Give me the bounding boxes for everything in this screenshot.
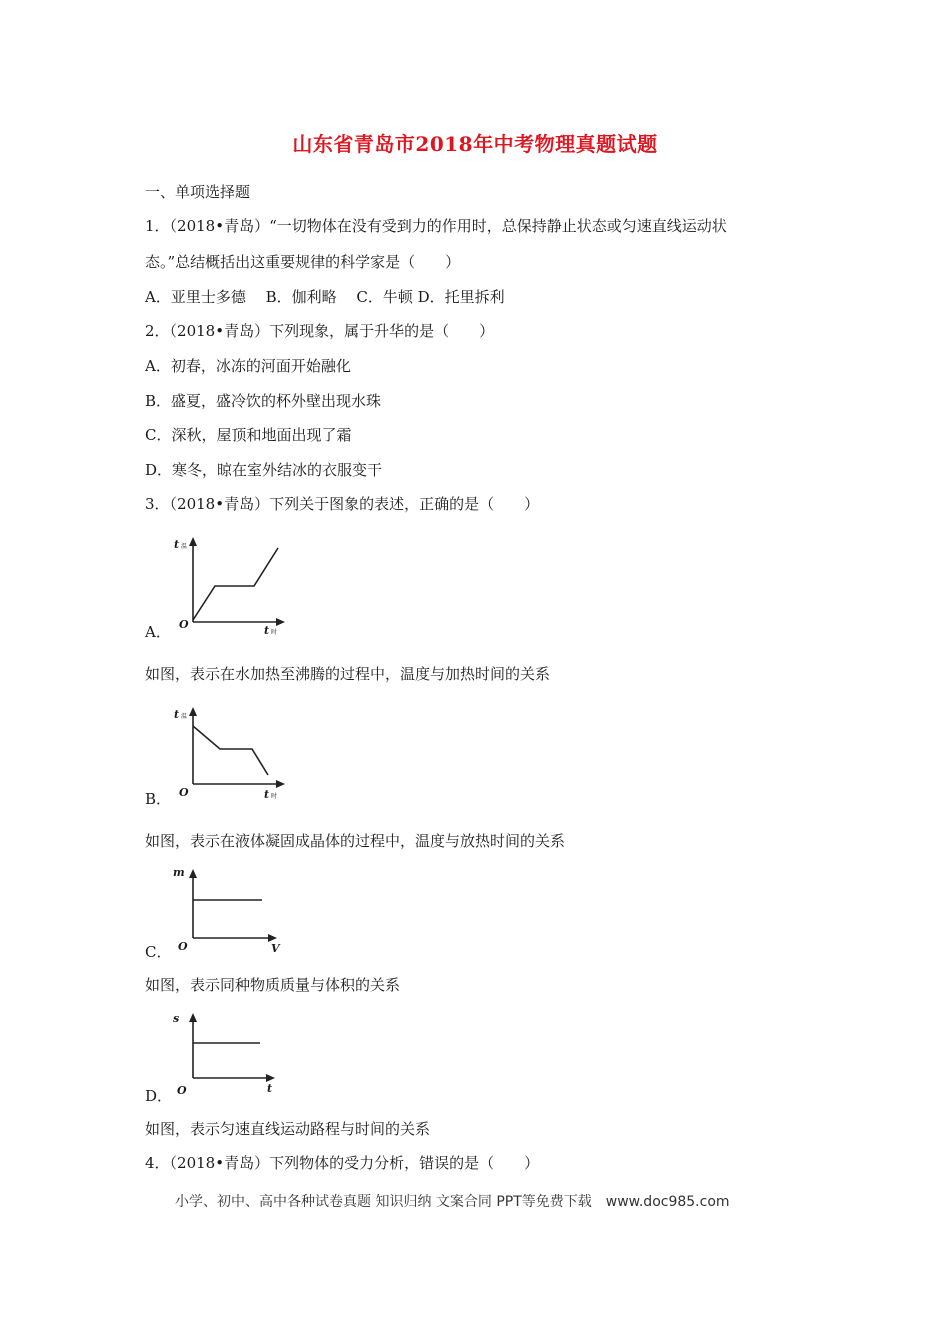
question-3-option-c-letter: C．: [145, 943, 172, 961]
footer-text: 小学、初中、高中各种试卷真题 知识归纳 文案合同 PPT等免费下载 www.doc985.com: [175, 1194, 730, 1210]
graph-a: [170, 536, 300, 636]
question-1-options: A．亚里士多德 B．伽利略 C．牛顿 D．托里拆利: [145, 288, 505, 306]
section-heading: 一、单项选择题: [145, 183, 251, 201]
graph-c-origin: O: [178, 940, 188, 953]
graph-d: [170, 1008, 300, 1098]
graph-a-y-sub: 温: [181, 543, 188, 550]
question-4-stem: 4．（2018•青岛）下列物体的受力分析，错误的是（ ）: [145, 1154, 540, 1172]
question-3-stem: 3．（2018•青岛）下列关于图象的表述，正确的是（ ）: [145, 495, 540, 513]
question-2-option-b: B．盛夏，盛冷饮的杯外壁出现水珠: [145, 392, 382, 410]
graph-b-y-sub: 温: [181, 713, 188, 720]
graph-c-x-label: V: [271, 942, 280, 955]
question-3-option-a-desc: 如图，表示在水加热至沸腾的过程中，温度与加热时间的关系: [145, 665, 551, 683]
graph-d-y-label: s: [173, 1012, 180, 1025]
question-2-option-c: C．深秋，屋顶和地面出现了霜: [145, 426, 352, 444]
graph-d-origin: O: [177, 1084, 187, 1097]
question-2-option-d: D．寒冬，晾在室外结冰的衣服变干: [145, 461, 383, 479]
graph-b-x-sub: 时: [271, 793, 278, 800]
graph-b-y-label: t: [174, 708, 180, 721]
question-3-option-d-desc: 如图，表示匀速直线运动路程与时间的关系: [145, 1120, 431, 1138]
graph-b-x-label: t: [264, 788, 270, 801]
graph-c-y-label: m: [173, 866, 185, 879]
graph-a-x-sub: 时: [271, 629, 278, 636]
question-3-option-c-desc: 如图，表示同种物质质量与体积的关系: [145, 976, 401, 994]
question-3-option-d-letter: D．: [145, 1087, 173, 1105]
graph-a-origin: O: [179, 618, 189, 631]
graph-a-x-label: t: [264, 624, 270, 637]
graph-b: [170, 706, 300, 801]
graph-c: [170, 864, 300, 954]
graph-d-x-label: t: [267, 1082, 273, 1095]
question-2-option-a: A．初春，冰冻的河面开始融化: [145, 357, 351, 375]
page-title: 山东省青岛市2018年中考物理真题试题: [292, 132, 658, 156]
graph-a-y-label: t: [174, 538, 180, 551]
question-3-option-b-letter: B．: [145, 790, 172, 808]
question-1-line-1: 1．（2018•青岛）“一切物体在没有受到力的作用时，总保持静止状态或匀速直线运动状: [145, 217, 727, 235]
question-3-option-b-desc: 如图，表示在液体凝固成晶体的过程中，温度与放热时间的关系: [145, 832, 566, 850]
graph-b-origin: O: [179, 786, 189, 799]
question-3-option-a-letter: A．: [145, 623, 171, 641]
question-1-line-2: 态。”总结概括出这重要规律的科学家是（ ）: [145, 253, 461, 271]
question-2-stem: 2．（2018•青岛）下列现象，属于升华的是（ ）: [145, 322, 495, 340]
